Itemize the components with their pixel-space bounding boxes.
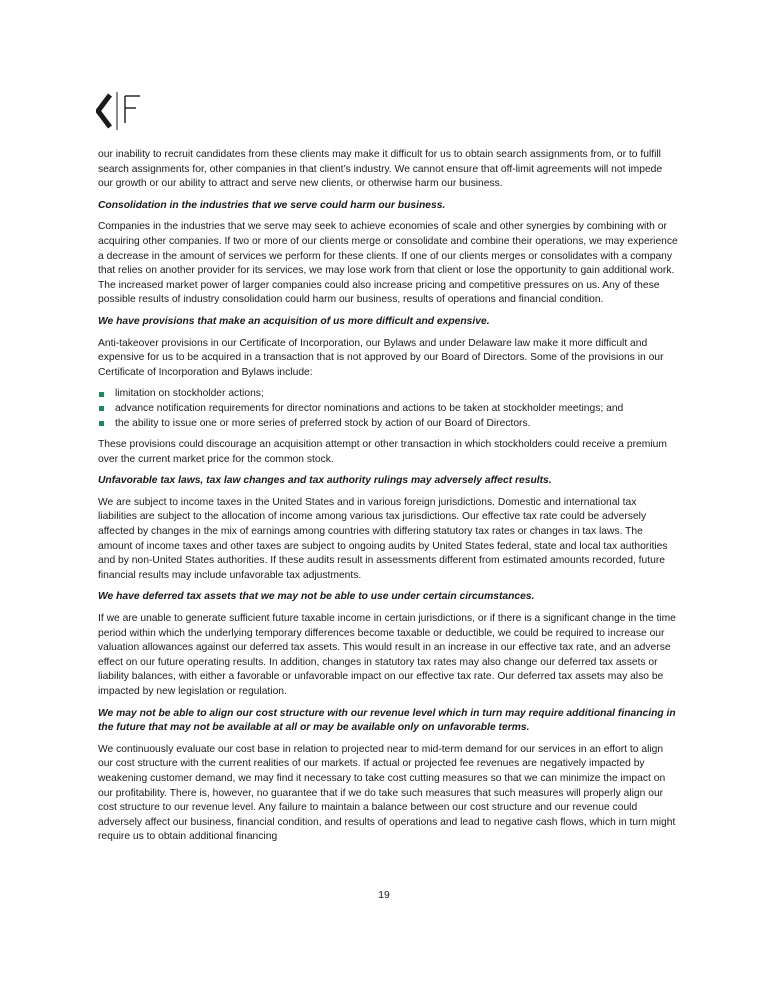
heading-tax-laws: Unfavorable tax laws, tax law changes and tax authority rulings may adversely affect results.: [98, 475, 552, 487]
paragraph-tax-laws: We are subject to income taxes in the United States and in various foreign jurisdictions. Domestic and international tax liabilities are subject to the allocation of income among various tax jurisdictions. Our effective tax rate could be adversely affected by changes in the mix of earnings among countries with differing statutory tax rates or changes in tax laws. The amount of income taxes and other taxes are subject to ongoing audits by United States federal, state and local tax authorities and by non-United States authorities. If these audits result in assessments different from estimated amounts recorded, future financial results may include unfavorable tax adjustments.: [98, 496, 668, 581]
list-item: [98, 417, 678, 432]
paragraph-anti-takeover: Anti-takeover provisions in our Certificate of Incorporation, our Bylaws and under Delaware law make it more difficult and expensive for us to be acquired in a transaction that is not approved by our Board of Directors. Some of the provisions in our Certificate of Incorporation and Bylaws include:: [98, 337, 664, 378]
provisions-list: [98, 387, 678, 431]
list-item-text: limitation on stockholder actions;: [115, 388, 264, 400]
paragraph-continuation: our inability to recruit candidates from these clients may make it difficult for us to obtain search assignments from, or to fulfill search assignments for, other companies in that client’s industry. We cannot ensure that off-limit agreements will not impede our growth or our ability to attract and serve new clients, or otherwise harm our business.: [98, 149, 663, 190]
heading-consolidation: Consolidation in the industries that we serve could harm our business.: [98, 199, 446, 211]
kf-logo: [96, 92, 144, 130]
bullet-icon: [99, 392, 104, 397]
heading-deferred-tax: We have deferred tax assets that we may not be able to use under certain circumstances.: [98, 591, 535, 603]
paragraph-deferred-tax: If we are unable to generate sufficient future taxable income in certain jurisdictions, or if there is a significant change in the time period within which the underlying temporary differences become taxable or deductible, we could be required to increase our valuation allowances against our deferred tax assets. This would result in an increase in our effective tax rate, and an adverse effect on our future operating results. In addition, changes in statutory tax rates may also change our deferred tax assets or liability balances, with either a favorable or unfavorable impact on our effective tax rate. Our deferred tax assets may also be impacted by new legislation or regulation.: [98, 613, 676, 697]
list-item: [98, 402, 678, 417]
heading-acquisition: We have provisions that make an acquisition of us more difficult and expensive.: [98, 315, 490, 327]
paragraph-provisions-effect: These provisions could discourage an acquisition attempt or other transaction in which stockholders could receive a premium over the current market price for the common stock.: [98, 439, 667, 465]
list-item-text: the ability to issue one or more series of preferred stock by action of our Board of Directors.: [115, 417, 531, 429]
paragraph-consolidation: Companies in the industries that we serve may seek to achieve economies of scale and other synergies by combining with or acquiring other companies. If two or more of our clients merge or consolidate and combine their operations, we may experience a decrease in the amount of services we perform for these clients. If one of our clients merges or consolidates with a company that relies on another provider for its services, we may lose work from that client or lose the opportunity to gain additional work. The increased market power of larger companies could also increase pricing and competitive pressures on us. Any of these possible results of industry consolidation could harm our business, results of operations and financial condition.: [98, 221, 678, 306]
bullet-icon: [99, 406, 104, 411]
list-item-text: advance notification requirements for director nominations and actions to be taken at stockholder meetings; and: [115, 402, 624, 414]
heading-cost-structure: We may not be able to align our cost structure with our revenue level which in turn may require additional financing in the future that may not be available at all or may be available only on unfavorable terms.: [98, 707, 676, 734]
bullet-icon: [99, 421, 104, 426]
body-text: [98, 148, 678, 852]
list-item: [98, 387, 678, 402]
page-number: 19: [378, 890, 390, 901]
paragraph-cost-structure: We continuously evaluate our cost base in relation to projected near to mid-term demand for our services in an effort to align our cost structure with the current realities of our markets. If actual or projected fee revenues are negatively impacted by weakening customer demand, we may find it necessary to take cost cutting measures so that we can minimize the impact on our profitability. There is, however, no guarantee that if we do take such measures that such measures will properly align our cost structure to our revenue level. Any failure to maintain a balance between our cost structure and our revenue could adversely affect our business, financial condition, and results of operations and lead to negative cash flows, which in turn might require us to obtain additional financing: [98, 743, 676, 843]
